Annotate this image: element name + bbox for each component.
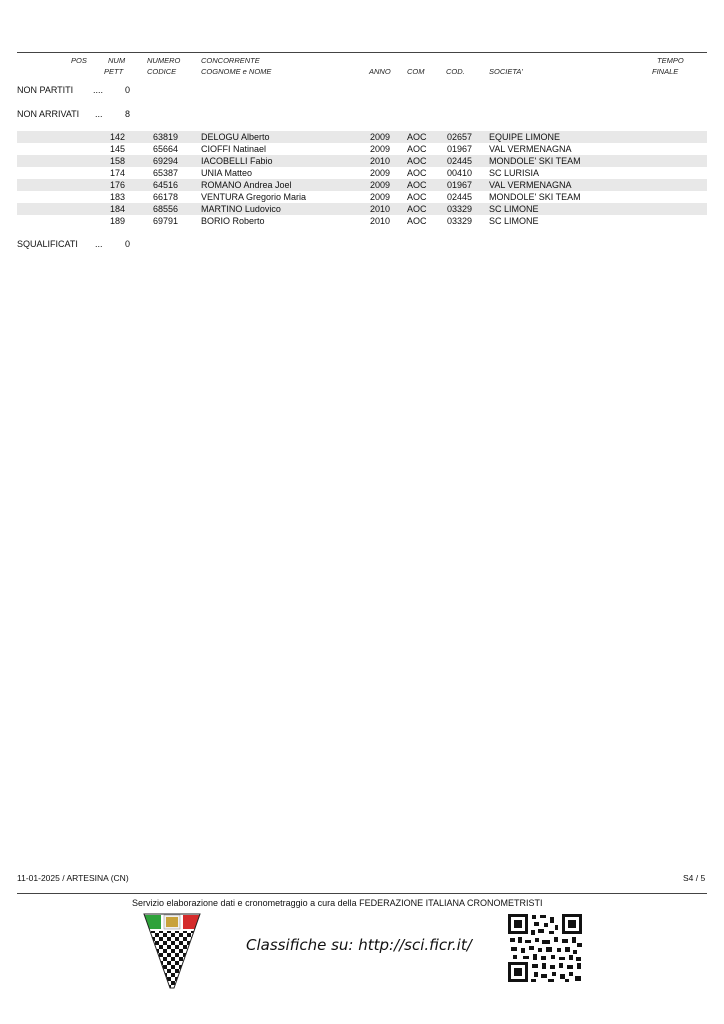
cell-com: AOC [407, 144, 427, 154]
cell-societa: SC LURISIA [489, 168, 540, 178]
cell-societa: MONDOLE' SKI TEAM [489, 192, 581, 202]
table-row [17, 191, 707, 203]
cell-anno: 2009 [370, 132, 391, 142]
cell-codice: 68556 [153, 204, 179, 214]
cell-codice: 63819 [153, 132, 179, 142]
cell-anno: 2010 [370, 216, 391, 226]
cell-com: AOC [407, 216, 427, 226]
col-header-cognome-nome: COGNOME e NOME [201, 67, 272, 76]
footer-page-number: S4 / 5 [683, 873, 706, 883]
col-header-pos: POS [71, 56, 87, 65]
footer-date-place: 11-01-2025 / ARTESINA (CN) [17, 873, 129, 883]
col-header-com: COM [407, 67, 425, 76]
table-row [17, 155, 707, 167]
col-header-societa: SOCIETA' [489, 67, 523, 76]
cell-societa: VAL VERMENAGNA [489, 144, 572, 154]
cell-cod: 02445 [447, 156, 473, 166]
col-header-tempo: TEMPO [657, 56, 684, 65]
cell-com: AOC [407, 180, 427, 190]
cell-nome: UNIA Matteo [201, 168, 253, 178]
section-label: NON PARTITI [17, 85, 74, 95]
cell-societa: EQUIPE LIMONE [489, 132, 561, 142]
cell-cod: 00410 [447, 168, 473, 178]
cell-anno: 2009 [370, 168, 391, 178]
results-link[interactable]: Classifiche su: http://sci.ficr.it/ [246, 936, 472, 954]
col-header-pett: PETT [104, 67, 124, 76]
cell-nome: IACOBELLI Fabio [201, 156, 273, 166]
section-count: 0 [125, 239, 131, 249]
cell-pett: 176 [110, 180, 126, 190]
table-row [17, 215, 707, 227]
cell-cod: 03329 [447, 216, 473, 226]
col-header-finale: FINALE [652, 67, 679, 76]
section-dots: ... [95, 109, 103, 119]
cell-com: AOC [407, 204, 427, 214]
cell-cod: 01967 [447, 180, 473, 190]
header-top-rule [17, 52, 707, 53]
cell-nome: ROMANO Andrea Joel [201, 180, 292, 190]
qr-code [507, 913, 583, 983]
cell-com: AOC [407, 132, 427, 142]
cell-societa: VAL VERMENAGNA [489, 180, 572, 190]
cell-societa: SC LIMONE [489, 204, 539, 214]
section-count: 8 [125, 109, 131, 119]
section-label: SQUALIFICATI [17, 239, 78, 249]
col-header-anno: ANNO [369, 67, 391, 76]
cell-societa: MONDOLE' SKI TEAM [489, 156, 581, 166]
section-dots: ... [95, 239, 103, 249]
col-header-concorrente: CONCORRENTE [201, 56, 260, 65]
col-header-cod: COD. [446, 67, 465, 76]
footer-credit: Servizio elaborazione dati e cronometraggio a cura della FEDERAZIONE ITALIANA CRONOMETRISTI [132, 898, 543, 908]
col-header-codice: CODICE [147, 67, 177, 76]
table-row [17, 203, 707, 215]
table-row [17, 179, 707, 191]
cell-anno: 2009 [370, 180, 391, 190]
cell-codice: 65664 [153, 144, 179, 154]
cell-anno: 2010 [370, 156, 391, 166]
cell-pett: 158 [110, 156, 126, 166]
cell-com: AOC [407, 192, 427, 202]
cell-cod: 02657 [447, 132, 473, 142]
cell-pett: 142 [110, 132, 126, 142]
cell-cod: 01967 [447, 144, 473, 154]
cell-com: AOC [407, 168, 427, 178]
cell-anno: 2010 [370, 204, 391, 214]
cell-pett: 174 [110, 168, 126, 178]
cell-codice: 69791 [153, 216, 179, 226]
cell-nome: BORIO Roberto [201, 216, 265, 226]
cell-cod: 03329 [447, 204, 473, 214]
cell-pett: 189 [110, 216, 126, 226]
cell-pett: 183 [110, 192, 126, 202]
cell-nome: CIOFFI Natinael [201, 144, 267, 154]
cell-codice: 64516 [153, 180, 179, 190]
section-label: NON ARRIVATI [17, 109, 80, 119]
ficr-logo [143, 913, 201, 989]
cell-pett: 145 [110, 144, 126, 154]
cell-cod: 02445 [447, 192, 473, 202]
section-count: 0 [125, 85, 131, 95]
cell-codice: 65387 [153, 168, 179, 178]
table-row [17, 143, 707, 155]
section-dots: .... [93, 85, 104, 95]
footer-rule [17, 893, 707, 894]
table-row [17, 167, 707, 179]
col-header-num: NUM [108, 56, 126, 65]
cell-anno: 2009 [370, 192, 391, 202]
cell-societa: SC LIMONE [489, 216, 539, 226]
cell-nome: VENTURA Gregorio Maria [201, 192, 307, 202]
cell-pett: 184 [110, 204, 126, 214]
cell-nome: MARTINO Ludovico [201, 204, 281, 214]
col-header-numero: NUMERO [147, 56, 181, 65]
table-row [17, 131, 707, 143]
cell-codice: 69294 [153, 156, 179, 166]
cell-nome: DELOGU Alberto [201, 132, 270, 142]
cell-anno: 2009 [370, 144, 391, 154]
cell-com: AOC [407, 156, 427, 166]
cell-codice: 66178 [153, 192, 179, 202]
